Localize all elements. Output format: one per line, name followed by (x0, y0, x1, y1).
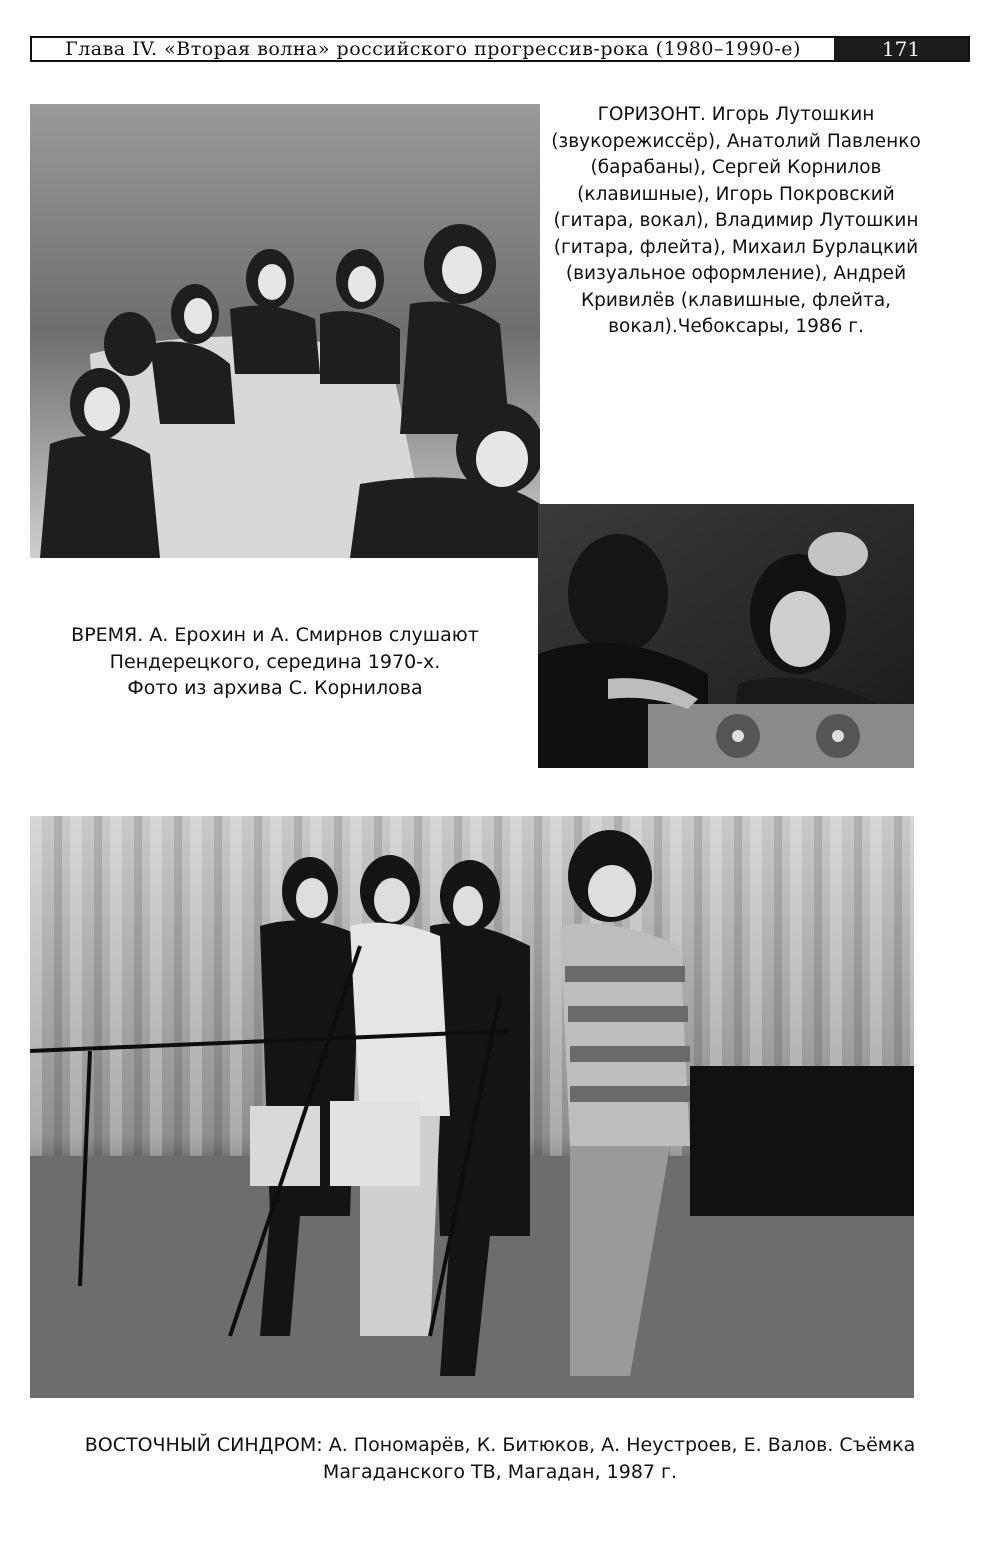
photo-gorizont-group (30, 104, 540, 558)
caption-vostok-line1: ВОСТОЧНЫЙ СИНДРОМ: А. Пономарёв, К. Битюков, А. Неустроев, Е. Валов. Съёмка (84, 1434, 916, 1456)
caption-vremya-line2: Пендерецкого, середина 1970-х. (109, 650, 441, 673)
running-header (30, 36, 970, 62)
caption-vremya-line3: Фото из архива С. Корнилова (127, 677, 423, 699)
caption-vostok-line2: Магаданского ТВ, Магадан, 1987 г. (322, 1460, 678, 1483)
photo-vostochny-sindrom-stage (30, 816, 914, 1398)
chapter-title: Глава IV. «Вторая волна» российского прогрессив-рока (1980–1990-е) (65, 38, 801, 60)
caption-vremya-line1: ВРЕМЯ. А. Ерохин и А. Смирнов слушают (71, 624, 479, 646)
photo-vremya-listening (538, 504, 914, 768)
page-number: 171 (834, 38, 968, 60)
caption-vremya (30, 622, 520, 702)
caption-gorizont: ГОРИЗОНТ. Игорь Лутошкин (звукорежиссёр), Анатолий Павленко (барабаны), Сергей Корнилов (клавишные), Игорь Покровский (гитара, вокал), Владимир Лутошкин (гитара, флейта), Михаил Бурлацкий (визуальное оформление), Андрей Кривилёв (клавишные, флейта, вокал).Чебоксары, 1986 г. (551, 104, 921, 337)
caption-vostochny-sindrom (30, 1432, 970, 1485)
